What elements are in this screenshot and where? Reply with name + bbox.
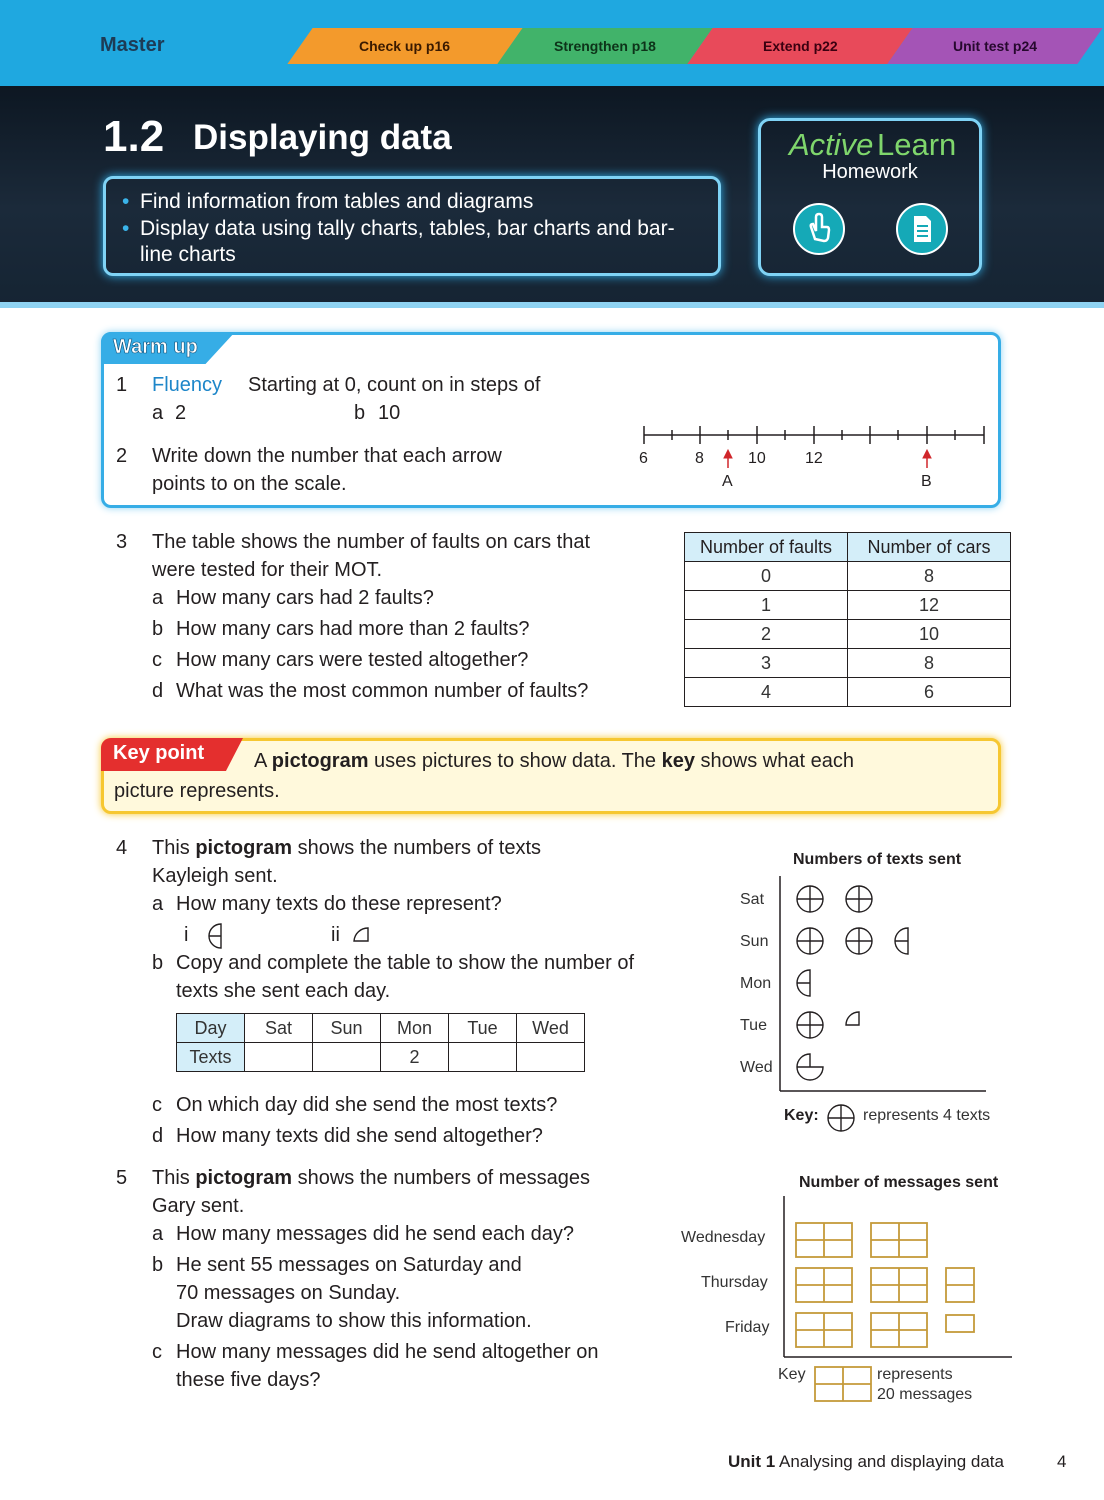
table-cell: Tue bbox=[449, 1014, 517, 1043]
table-header: Texts bbox=[177, 1043, 245, 1072]
tab-label: Extend p22 bbox=[762, 38, 838, 54]
texts-pictogram bbox=[778, 876, 990, 1096]
table-cell: Sat bbox=[245, 1014, 313, 1043]
table-header: Number of faults bbox=[685, 533, 848, 562]
part-text: On which day did she send the most texts? bbox=[176, 1094, 558, 1116]
part-label: a bbox=[152, 402, 164, 424]
chart-day-label: Wednesday bbox=[681, 1229, 766, 1246]
part-label: b bbox=[152, 952, 164, 974]
partial-circle-symbol bbox=[797, 970, 810, 996]
table-cell: Sun bbox=[313, 1014, 381, 1043]
chart-day-label: Sun bbox=[740, 933, 769, 950]
activelearn-logo-active: Active bbox=[789, 127, 874, 162]
fluency-tag: Fluency bbox=[152, 374, 223, 396]
partial-circle-symbol bbox=[797, 1054, 823, 1080]
objective-item: • Find information from tables and diagrams bbox=[140, 190, 533, 214]
arrow-b bbox=[923, 450, 931, 468]
tab-extend[interactable] bbox=[687, 28, 912, 64]
full-circle-key-icon bbox=[826, 1103, 856, 1133]
part-text: How many cars were tested altogether? bbox=[176, 649, 529, 671]
part-label: d bbox=[152, 680, 164, 702]
table-cell: 2 bbox=[685, 620, 848, 649]
scale-label: 6 bbox=[639, 450, 648, 467]
full-rectangle-symbol bbox=[871, 1268, 927, 1302]
quarter-circle-icon bbox=[352, 926, 372, 944]
tab-label: Check up p16 bbox=[359, 38, 451, 54]
part-text: Copy and complete the table to show the number of bbox=[176, 952, 635, 974]
part-label: c bbox=[152, 1094, 162, 1116]
level-label: Master bbox=[100, 34, 165, 56]
part-text: 70 messages on Sunday. bbox=[176, 1282, 401, 1304]
tab-unit-test[interactable] bbox=[887, 28, 1102, 64]
question-text: Kayleigh sent. bbox=[152, 865, 278, 887]
table-row bbox=[685, 678, 1011, 707]
arrow-label: A bbox=[722, 473, 733, 490]
part-text: What was the most common number of faults? bbox=[176, 680, 589, 702]
chart-title: Numbers of texts sent bbox=[793, 851, 962, 868]
keypoint-text: A pictogram uses pictures to show data. The key shows what each bbox=[254, 750, 854, 772]
table-cell: 2 bbox=[381, 1043, 449, 1072]
part-label: b bbox=[354, 402, 366, 424]
question-text: This pictogram shows the numbers of messages bbox=[152, 1167, 590, 1189]
part-label: a bbox=[152, 1223, 164, 1245]
part-text: How many texts did she send altogether? bbox=[176, 1125, 543, 1147]
part-text: texts she sent each day. bbox=[176, 980, 391, 1002]
table-row bbox=[685, 620, 1011, 649]
chart-day-label: Mon bbox=[740, 975, 772, 992]
part-text: How many cars had more than 2 faults? bbox=[176, 618, 530, 640]
question-number: 1 bbox=[116, 374, 128, 396]
question-text: Gary sent. bbox=[152, 1195, 245, 1217]
key-text: 20 messages bbox=[877, 1386, 973, 1403]
question-text: Write down the number that each arrow bbox=[152, 445, 502, 467]
part-text: He sent 55 messages on Saturday and bbox=[176, 1254, 522, 1276]
question-number: 2 bbox=[116, 445, 128, 467]
scale-label: 10 bbox=[748, 450, 766, 467]
partial-circle-symbol bbox=[895, 928, 908, 954]
table-row bbox=[177, 1014, 585, 1043]
scale-label: 8 bbox=[695, 450, 704, 467]
full-circle-symbol bbox=[797, 1012, 823, 1038]
rectangle-key-icon bbox=[813, 1366, 873, 1402]
keypoint-text: picture represents. bbox=[114, 780, 280, 802]
objectives-box bbox=[103, 176, 721, 276]
texts-table bbox=[176, 1013, 585, 1072]
question-number: 4 bbox=[116, 837, 128, 859]
part-text: these five days? bbox=[176, 1369, 321, 1391]
partial-rectangle-symbol bbox=[946, 1315, 974, 1332]
full-circle-symbol bbox=[846, 886, 872, 912]
chart-day-label: Sat bbox=[740, 891, 765, 908]
subpart-label: ii bbox=[331, 924, 340, 946]
tab-strengthen[interactable] bbox=[497, 28, 712, 64]
part-text: 2 bbox=[175, 402, 187, 424]
table-cell[interactable] bbox=[449, 1043, 517, 1072]
table-cell: Mon bbox=[381, 1014, 449, 1043]
table-cell: 1 bbox=[685, 591, 848, 620]
table-cell[interactable] bbox=[517, 1043, 585, 1072]
warmup-label: Warm up bbox=[113, 336, 198, 358]
tab-label: Unit test p24 bbox=[952, 38, 1037, 54]
full-circle-symbol bbox=[797, 928, 823, 954]
full-rectangle-symbol bbox=[871, 1223, 927, 1257]
table-header: Number of cars bbox=[848, 533, 1011, 562]
question-text: The table shows the number of faults on cars that bbox=[152, 531, 591, 553]
full-rectangle-symbol bbox=[796, 1223, 852, 1257]
part-label: b bbox=[152, 1254, 164, 1276]
table-header: Day bbox=[177, 1014, 245, 1043]
chart-day-label: Friday bbox=[725, 1319, 770, 1336]
question-text: This pictogram shows the numbers of texts bbox=[152, 837, 542, 859]
messages-pictogram bbox=[782, 1196, 1016, 1360]
key-label: Key bbox=[778, 1366, 806, 1383]
table-cell: 3 bbox=[685, 649, 848, 678]
part-text: Draw diagrams to show this information. bbox=[176, 1310, 532, 1332]
question-number: 3 bbox=[116, 531, 128, 553]
arrow-label: B bbox=[921, 473, 932, 490]
part-label: a bbox=[152, 893, 164, 915]
page-title: Displaying data bbox=[193, 118, 452, 157]
table-cell[interactable] bbox=[313, 1043, 381, 1072]
part-label: c bbox=[152, 649, 162, 671]
part-label: d bbox=[152, 1125, 164, 1147]
table-cell: 6 bbox=[848, 678, 1011, 707]
subpart-label: i bbox=[184, 924, 189, 946]
question-text: points to on the scale. bbox=[152, 473, 347, 495]
full-rectangle-symbol bbox=[871, 1313, 927, 1347]
table-cell[interactable] bbox=[245, 1043, 313, 1072]
three-quarter-circle-icon bbox=[205, 922, 225, 950]
table-cell: 10 bbox=[848, 620, 1011, 649]
arrow-a bbox=[724, 450, 732, 468]
table-cell: 0 bbox=[685, 562, 848, 591]
tab-check-up[interactable] bbox=[287, 28, 522, 64]
lesson-number: 1.2 bbox=[103, 112, 165, 161]
part-label: b bbox=[152, 618, 164, 640]
full-circle-symbol bbox=[797, 886, 823, 912]
part-label: c bbox=[152, 1341, 162, 1363]
table-cell: 8 bbox=[848, 649, 1011, 678]
activelearn-panel bbox=[758, 118, 982, 276]
part-text: How many texts do these represent? bbox=[176, 893, 502, 915]
faults-table bbox=[684, 532, 1011, 707]
hand-pointer-icon[interactable] bbox=[793, 203, 845, 255]
table-cell: Wed bbox=[517, 1014, 585, 1043]
full-rectangle-symbol bbox=[796, 1313, 852, 1347]
document-icon[interactable] bbox=[896, 203, 948, 255]
part-label: a bbox=[152, 587, 164, 609]
partial-rectangle-symbol bbox=[946, 1268, 974, 1302]
activelearn-subtitle: Homework bbox=[822, 161, 918, 183]
table-row bbox=[685, 649, 1011, 678]
scale-label: 12 bbox=[805, 450, 823, 467]
chart-day-label: Thursday bbox=[701, 1274, 768, 1291]
objective-item: • Display data using tally charts, tables, bar charts and bar-line charts bbox=[140, 216, 700, 268]
tab-label: Strengthen p18 bbox=[554, 38, 656, 54]
partial-circle-symbol bbox=[846, 1012, 859, 1025]
key-label: Key: bbox=[784, 1107, 819, 1124]
part-text: How many messages did he send altogether on bbox=[176, 1341, 599, 1363]
page-number: 4 bbox=[1057, 1452, 1067, 1471]
chart-title: Number of messages sent bbox=[799, 1174, 999, 1191]
part-text: How many messages did he send each day? bbox=[176, 1223, 575, 1245]
part-text: 10 bbox=[378, 402, 401, 424]
full-rectangle-symbol bbox=[796, 1268, 852, 1302]
chart-day-label: Wed bbox=[740, 1059, 773, 1076]
keypoint-label: Key point bbox=[113, 742, 205, 764]
footer-unit: Unit 1 Analysing and displaying data bbox=[728, 1452, 1004, 1471]
question-number: 5 bbox=[116, 1167, 128, 1189]
table-row bbox=[177, 1043, 585, 1072]
chart-day-label: Tue bbox=[740, 1017, 767, 1034]
table-cell: 4 bbox=[685, 678, 848, 707]
activelearn-logo-learn: Learn bbox=[877, 127, 957, 162]
table-row bbox=[685, 591, 1011, 620]
table-cell: 8 bbox=[848, 562, 1011, 591]
table-row bbox=[685, 562, 1011, 591]
full-circle-symbol bbox=[846, 928, 872, 954]
part-text: How many cars had 2 faults? bbox=[176, 587, 434, 609]
question-text: Starting at 0, count on in steps of bbox=[248, 374, 541, 396]
key-text: represents 4 texts bbox=[863, 1107, 991, 1124]
question-text: were tested for their MOT. bbox=[152, 559, 383, 581]
table-cell: 12 bbox=[848, 591, 1011, 620]
key-text: represents bbox=[877, 1366, 953, 1383]
